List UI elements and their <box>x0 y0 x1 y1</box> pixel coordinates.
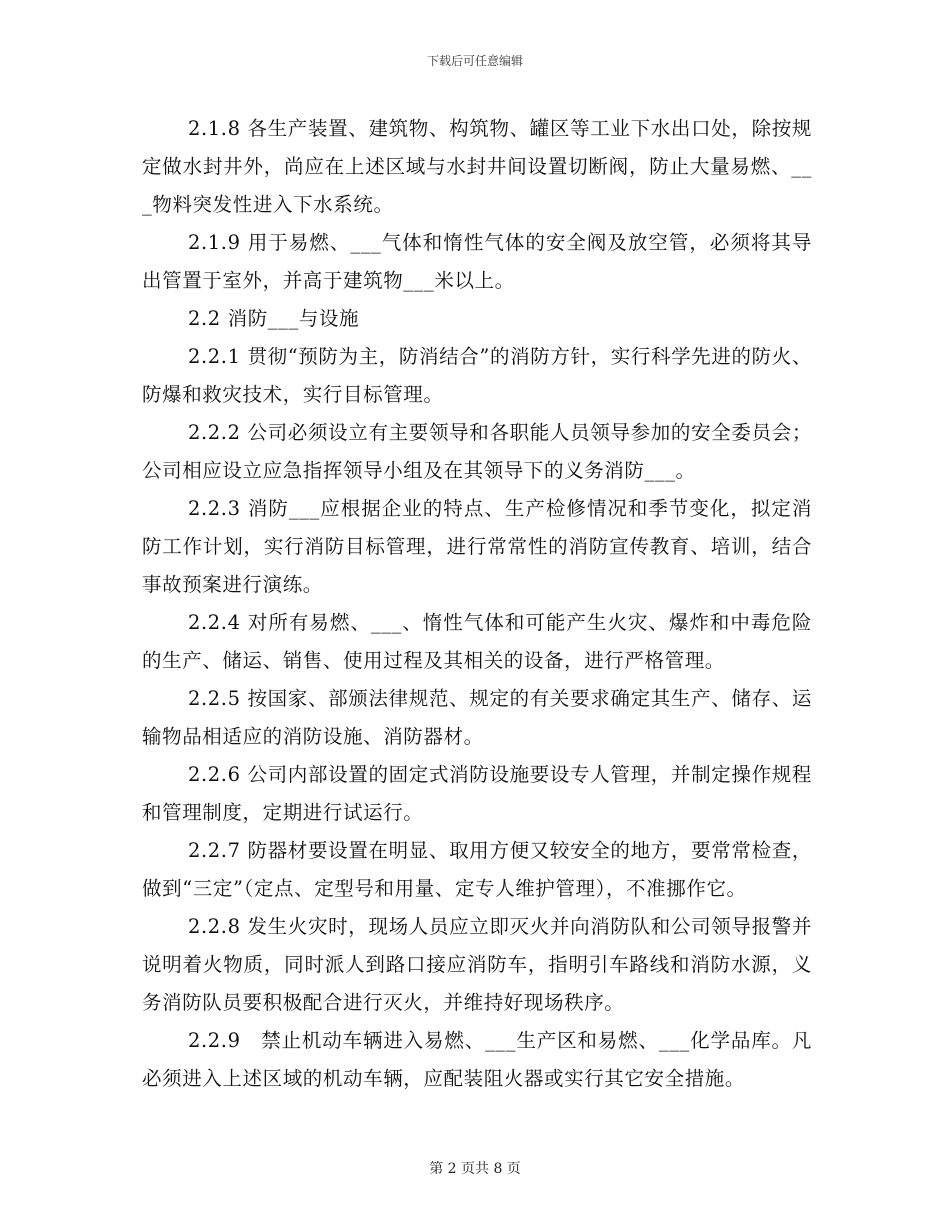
page-number-footer: 第 2 页共 8 页 <box>429 1161 521 1177</box>
paragraph-2-2-5: 2.2.5 按国家、部颁法律规范、规定的有关要求确定其生产、储存、运输物品相适应的消防设施、消防器材。 <box>142 687 812 748</box>
paragraph-2-1-9: 2.1.9 用于易燃、___气体和惰性气体的安全阀及放空管，必须将其导出管置于室外，并高于建筑物___米以上。 <box>142 231 812 292</box>
section-heading-2-2: 2.2 消防___与设施 <box>188 307 360 330</box>
paragraph-2-2-8: 2.2.8 发生火灾时，现场人员应立即灭火并向消防队和公司领导报警并说明着火物质，同时派人到路口接应消防车，指明引车路线和消防水源，义务消防队员要积极配合进行灭火，并维持好现场秩序。 <box>142 915 812 1014</box>
paragraph-2-2-1: 2.2.1 贯彻“预防为主，防消结合”的消防方针，实行科学先进的防火、防爆和救灾技术，实行目标管理。 <box>142 345 812 406</box>
paragraph-2-2-7: 2.2.7 防器材要设置在明显、取用方便又较安全的地方，要常常检查，做到“三定”（定点、定型号和用量、定专人维护管理），不准挪作它。 <box>142 839 812 900</box>
document-body <box>142 110 812 1098</box>
paragraph-2-2-9: 2.2.9 禁止机动车辆进入易燃、___生产区和易燃、___化学品库。凡必须进入上述区域的机动车辆，应配装阻火器或实行其它安全措施。 <box>142 1029 812 1090</box>
paragraph-2-2-3: 2.2.3 消防___应根据企业的特点、生产检修情况和季节变化，拟定消防工作计划，实行消防目标管理，进行常常性的消防宣传教育、培训，结合事故预案进行演练。 <box>142 497 812 596</box>
paragraph-2-2-2: 2.2.2 公司必须设立有主要领导和各职能人员领导参加的安全委员会；公司相应设立应急指挥领导小组及在其领导下的义务消防___。 <box>142 421 812 482</box>
paragraph-2-2-4: 2.2.4 对所有易燃、___、惰性气体和可能产生火灾、爆炸和中毒危险的生产、储运、销售、使用过程及其相关的设备，进行严格管理。 <box>142 611 812 672</box>
paragraph-2-1-8: 2.1.8 各生产装置、建筑物、构筑物、罐区等工业下水出口处，除按规定做水封井外，尚应在上述区域与水封井间设置切断阀，防止大量易燃、___物料突发性进入下水系统。 <box>142 117 812 216</box>
paragraph-2-2-6: 2.2.6 公司内部设置的固定式消防设施要设专人管理，并制定操作规程和管理制度，定期进行试运行。 <box>142 763 812 824</box>
page-header: 下载后可任意编辑 <box>426 54 523 68</box>
